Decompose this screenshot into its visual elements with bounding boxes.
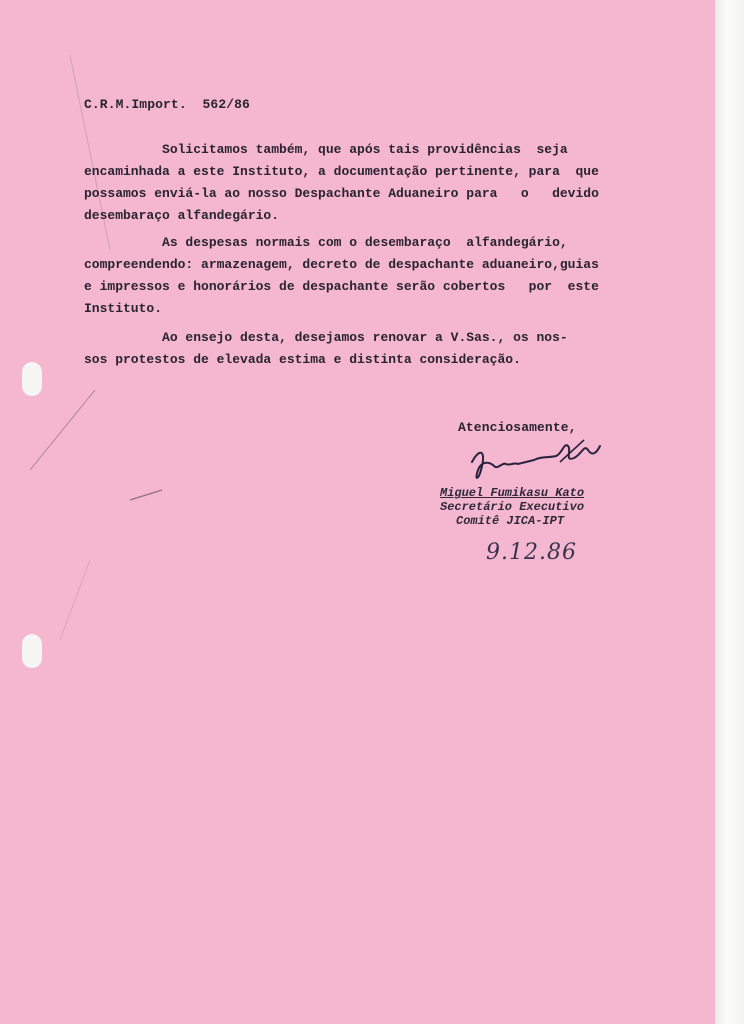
text-line: As despesas normais com o desembaraço alfandegário, [84,235,568,250]
scan-margin [715,0,744,1024]
closing-salutation: Atenciosamente, [458,420,577,435]
text-line: e impressos e honorários de despachante serão cobertos por este [84,279,599,294]
signatory-name: Miguel Fumikasu Kato [440,486,585,500]
handwritten-date: 9.12.86 [486,540,577,565]
text-line: Solicitamos também, que após tais providências seja [84,142,568,157]
text-line: Ao ensejo desta, desejamos renovar a V.Sas., os nos- [84,330,568,345]
text-line: desembaraço alfandegário. [84,208,280,223]
text-line: possamos enviá-la ao nosso Despachante Aduaneiro para o devido [84,186,599,201]
handwritten-signature [464,432,614,492]
text-line: encaminhada a este Instituto, a documentação pertinente, para que [84,164,599,179]
signatory-title: Secretário Executivo [440,500,585,514]
text-line: compreendendo: armazenagem, decreto de despachante aduaneiro,guias [84,257,599,272]
text-line: Instituto. [84,301,163,316]
text-line: sos protestos de elevada estima e distinta consideração. [84,352,521,367]
signatory-committee: Comitê JICA-IPT [456,514,565,528]
reference-number: C.R.M.Import. 562/86 [84,97,250,112]
